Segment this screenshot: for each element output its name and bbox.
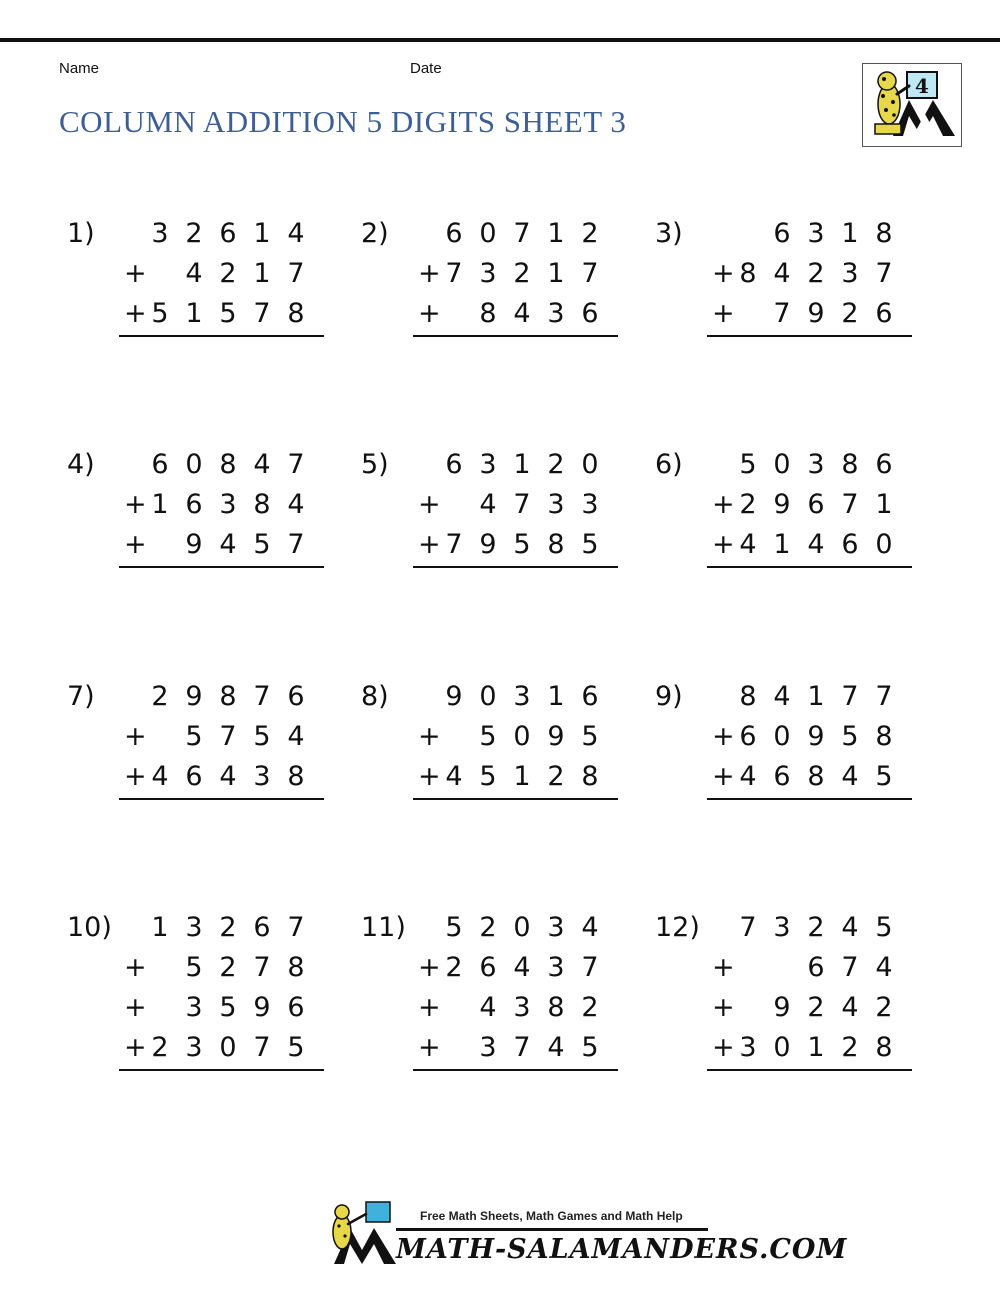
digit: 7 (841, 681, 859, 712)
problem-9 (655, 677, 945, 877)
digit: 0 (773, 721, 791, 752)
problem-number: 8) (361, 681, 389, 712)
digit: 3 (547, 912, 565, 943)
digit: 0 (219, 1032, 237, 1063)
digit: 8 (287, 761, 305, 792)
problem-7 (67, 677, 357, 877)
digit: 5 (581, 1032, 599, 1063)
addend-row (361, 1028, 621, 1068)
digit: 4 (581, 912, 599, 943)
digit: 1 (151, 912, 169, 943)
addend-row (655, 254, 915, 294)
answer-line (119, 1069, 324, 1071)
digit: 3 (185, 1032, 203, 1063)
digit: 6 (739, 721, 757, 752)
digit: 2 (219, 952, 237, 983)
digit: 4 (807, 529, 825, 560)
digit: 3 (547, 952, 565, 983)
problem-number: 9) (655, 681, 683, 712)
digit: 8 (219, 681, 237, 712)
digit: 1 (151, 489, 169, 520)
digit: 2 (807, 258, 825, 289)
grade-badge: 4 (915, 74, 929, 98)
digit: 4 (287, 489, 305, 520)
digit: 5 (513, 529, 531, 560)
addend-row (361, 254, 621, 294)
digit: 1 (253, 218, 271, 249)
addend-row (67, 757, 327, 797)
digit: 6 (185, 761, 203, 792)
addend-row (361, 988, 621, 1028)
digit: 5 (185, 952, 203, 983)
digit: 2 (581, 218, 599, 249)
digit: 6 (287, 681, 305, 712)
digit: 9 (185, 681, 203, 712)
plus-sign: + (418, 529, 441, 560)
digit: 8 (219, 449, 237, 480)
digit: 8 (581, 761, 599, 792)
plus-sign: + (124, 1032, 147, 1063)
problem-8 (361, 677, 651, 877)
digit: 1 (513, 449, 531, 480)
addend-row (655, 757, 915, 797)
plus-sign: + (712, 298, 735, 329)
digit: 4 (219, 529, 237, 560)
digit: 4 (773, 258, 791, 289)
digit: 0 (479, 218, 497, 249)
digit: 8 (807, 761, 825, 792)
plus-sign: + (712, 1032, 735, 1063)
addend-row (655, 214, 915, 254)
digit: 4 (547, 1032, 565, 1063)
digit: 7 (445, 529, 463, 560)
problem-number: 2) (361, 218, 389, 249)
digit: 6 (807, 952, 825, 983)
digit: 2 (185, 218, 203, 249)
digit: 8 (479, 298, 497, 329)
top-rule (0, 38, 1000, 42)
digit: 3 (479, 1032, 497, 1063)
addend-row (655, 1028, 915, 1068)
answer-line (707, 798, 912, 800)
plus-sign: + (712, 721, 735, 752)
digit: 9 (773, 992, 791, 1023)
footer-salamander-logo (326, 1198, 400, 1268)
digit: 8 (547, 992, 565, 1023)
answer-line (413, 335, 618, 337)
digit: 2 (581, 992, 599, 1023)
problem-number: 5) (361, 449, 389, 480)
digit: 6 (185, 489, 203, 520)
digit: 3 (547, 489, 565, 520)
digit: 6 (581, 298, 599, 329)
digit: 7 (513, 218, 531, 249)
answer-line (707, 335, 912, 337)
digit: 3 (773, 912, 791, 943)
digit: 4 (841, 992, 859, 1023)
footer-rule (396, 1228, 708, 1231)
plus-sign: + (124, 258, 147, 289)
addend-row (67, 254, 327, 294)
problem-number: 12) (655, 912, 700, 943)
plus-sign: + (124, 761, 147, 792)
problem-number: 1) (67, 218, 95, 249)
digit: 1 (547, 218, 565, 249)
plus-sign: + (418, 761, 441, 792)
answer-line (119, 335, 324, 337)
digit: 6 (445, 449, 463, 480)
plus-sign: + (124, 952, 147, 983)
problem-1 (67, 214, 357, 414)
digit: 1 (547, 681, 565, 712)
digit: 2 (151, 1032, 169, 1063)
plus-sign: + (712, 529, 735, 560)
digit: 7 (219, 721, 237, 752)
digit: 5 (581, 529, 599, 560)
digit: 4 (513, 952, 531, 983)
digit: 8 (875, 1032, 893, 1063)
digit: 7 (287, 449, 305, 480)
problem-4 (67, 445, 357, 645)
digit: 4 (841, 761, 859, 792)
answer-line (413, 798, 618, 800)
digit: 3 (513, 992, 531, 1023)
addend-row (655, 717, 915, 757)
digit: 4 (151, 761, 169, 792)
plus-sign: + (124, 992, 147, 1023)
digit: 2 (219, 912, 237, 943)
digit: 1 (807, 681, 825, 712)
digit: 2 (547, 761, 565, 792)
digit: 5 (287, 1032, 305, 1063)
digit: 9 (445, 681, 463, 712)
problem-number: 10) (67, 912, 112, 943)
digit: 6 (841, 529, 859, 560)
digit: 3 (513, 681, 531, 712)
digit: 0 (185, 449, 203, 480)
digit: 6 (773, 761, 791, 792)
addend-row (361, 757, 621, 797)
digit: 2 (807, 912, 825, 943)
digit: 4 (841, 912, 859, 943)
plus-sign: + (418, 258, 441, 289)
digit: 3 (151, 218, 169, 249)
digit: 7 (513, 489, 531, 520)
digit: 9 (185, 529, 203, 560)
problem-number: 6) (655, 449, 683, 480)
digit: 4 (287, 218, 305, 249)
addend-row (655, 988, 915, 1028)
digit: 2 (513, 258, 531, 289)
digit: 7 (253, 298, 271, 329)
digit: 2 (739, 489, 757, 520)
digit: 0 (513, 721, 531, 752)
problem-number: 4) (67, 449, 95, 480)
plus-sign: + (712, 992, 735, 1023)
digit: 1 (513, 761, 531, 792)
addend-row (67, 988, 327, 1028)
digit: 6 (253, 912, 271, 943)
addend-row (67, 214, 327, 254)
addend-row (361, 717, 621, 757)
problem-2 (361, 214, 651, 414)
digit: 7 (841, 952, 859, 983)
addend-row (361, 294, 621, 334)
digit: 8 (841, 449, 859, 480)
problem-6 (655, 445, 945, 645)
digit: 5 (219, 992, 237, 1023)
digit: 1 (185, 298, 203, 329)
digit: 1 (841, 218, 859, 249)
plus-sign: + (418, 489, 441, 520)
salamander-logo (862, 63, 962, 147)
digit: 5 (253, 529, 271, 560)
digit: 0 (581, 449, 599, 480)
addend-row (655, 908, 915, 948)
digit: 2 (841, 298, 859, 329)
addend-row (655, 948, 915, 988)
digit: 6 (875, 449, 893, 480)
plus-sign: + (712, 952, 735, 983)
addend-row (361, 525, 621, 565)
digit: 5 (219, 298, 237, 329)
digit: 1 (547, 258, 565, 289)
name-label: Name (59, 60, 100, 77)
digit: 5 (581, 721, 599, 752)
footer-salamander-icon (326, 1198, 400, 1268)
digit: 4 (773, 681, 791, 712)
answer-line (707, 566, 912, 568)
digit: 7 (581, 258, 599, 289)
digit: 2 (479, 912, 497, 943)
addend-row (67, 717, 327, 757)
digit: 9 (547, 721, 565, 752)
addend-row (67, 908, 327, 948)
addend-row (361, 908, 621, 948)
problem-number: 11) (361, 912, 406, 943)
addend-row (67, 1028, 327, 1068)
digit: 5 (841, 721, 859, 752)
digit: 6 (581, 681, 599, 712)
addend-row (655, 677, 915, 717)
digit: 6 (445, 218, 463, 249)
digit: 5 (739, 449, 757, 480)
digit: 2 (219, 258, 237, 289)
plus-sign: + (418, 721, 441, 752)
problem-10 (67, 908, 357, 1108)
addend-row (67, 485, 327, 525)
digit: 2 (445, 952, 463, 983)
addend-row (67, 677, 327, 717)
plus-sign: + (418, 992, 441, 1023)
date-label: Date (410, 60, 442, 77)
digit: 3 (547, 298, 565, 329)
digit: 6 (479, 952, 497, 983)
digit: 7 (513, 1032, 531, 1063)
digit: 2 (841, 1032, 859, 1063)
plus-sign: + (418, 952, 441, 983)
digit: 9 (807, 298, 825, 329)
digit: 4 (287, 721, 305, 752)
plus-sign: + (712, 258, 735, 289)
digit: 2 (875, 992, 893, 1023)
problem-3 (655, 214, 945, 414)
digit: 7 (875, 258, 893, 289)
digit: 1 (773, 529, 791, 560)
digit: 1 (253, 258, 271, 289)
digit: 5 (445, 912, 463, 943)
digit: 1 (807, 1032, 825, 1063)
digit: 9 (773, 489, 791, 520)
digit: 3 (581, 489, 599, 520)
digit: 6 (807, 489, 825, 520)
page-title: COLUMN ADDITION 5 DIGITS SHEET 3 (59, 104, 627, 139)
digit: 7 (287, 529, 305, 560)
digit: 8 (739, 681, 757, 712)
digit: 5 (875, 761, 893, 792)
plus-sign: + (124, 489, 147, 520)
footer-tagline: Free Math Sheets, Math Games and Math Help (420, 1209, 683, 1223)
addend-row (361, 214, 621, 254)
digit: 5 (185, 721, 203, 752)
addend-row (67, 525, 327, 565)
digit: 6 (151, 449, 169, 480)
addend-row (655, 445, 915, 485)
digit: 8 (547, 529, 565, 560)
addend-row (361, 485, 621, 525)
digit: 3 (479, 258, 497, 289)
digit: 9 (479, 529, 497, 560)
digit: 3 (479, 449, 497, 480)
plus-sign: + (124, 298, 147, 329)
answer-line (119, 566, 324, 568)
addend-row (655, 485, 915, 525)
digit: 4 (479, 992, 497, 1023)
plus-sign: + (418, 1032, 441, 1063)
digit: 4 (513, 298, 531, 329)
addend-row (361, 445, 621, 485)
digit: 5 (479, 761, 497, 792)
digit: 4 (185, 258, 203, 289)
addend-row (655, 294, 915, 334)
digit: 8 (739, 258, 757, 289)
digit: 4 (739, 529, 757, 560)
answer-line (707, 1069, 912, 1071)
digit: 0 (773, 449, 791, 480)
problem-12 (655, 908, 945, 1108)
digit: 2 (151, 681, 169, 712)
digit: 7 (875, 681, 893, 712)
answer-line (119, 798, 324, 800)
addend-row (361, 677, 621, 717)
digit: 9 (253, 992, 271, 1023)
digit: 7 (287, 912, 305, 943)
answer-line (413, 566, 618, 568)
digit: 9 (807, 721, 825, 752)
digit: 3 (253, 761, 271, 792)
addend-row (67, 445, 327, 485)
digit: 4 (253, 449, 271, 480)
digit: 0 (479, 681, 497, 712)
digit: 3 (807, 449, 825, 480)
digit: 7 (773, 298, 791, 329)
digit: 3 (185, 912, 203, 943)
plus-sign: + (418, 298, 441, 329)
digit: 8 (287, 952, 305, 983)
addend-row (361, 948, 621, 988)
digit: 8 (875, 721, 893, 752)
digit: 8 (875, 218, 893, 249)
problem-11 (361, 908, 651, 1108)
problem-number: 7) (67, 681, 95, 712)
digit: 4 (739, 761, 757, 792)
digit: 2 (547, 449, 565, 480)
plus-sign: + (124, 529, 147, 560)
problem-5 (361, 445, 651, 645)
digit: 3 (185, 992, 203, 1023)
salamander-logo-icon (863, 64, 961, 146)
digit: 5 (875, 912, 893, 943)
digit: 4 (219, 761, 237, 792)
digit: 7 (253, 1032, 271, 1063)
digit: 3 (219, 489, 237, 520)
digit: 7 (739, 912, 757, 943)
digit: 4 (445, 761, 463, 792)
digit: 7 (253, 952, 271, 983)
digit: 7 (581, 952, 599, 983)
digit: 1 (875, 489, 893, 520)
digit: 5 (253, 721, 271, 752)
digit: 5 (479, 721, 497, 752)
digit: 3 (841, 258, 859, 289)
problem-number: 3) (655, 218, 683, 249)
digit: 8 (253, 489, 271, 520)
digit: 4 (479, 489, 497, 520)
plus-sign: + (712, 489, 735, 520)
addend-row (655, 525, 915, 565)
digit: 7 (253, 681, 271, 712)
digit: 0 (773, 1032, 791, 1063)
digit: 2 (807, 992, 825, 1023)
digit: 6 (219, 218, 237, 249)
plus-sign: + (712, 761, 735, 792)
plus-sign: + (124, 721, 147, 752)
addend-row (67, 294, 327, 334)
digit: 0 (875, 529, 893, 560)
digit: 3 (739, 1032, 757, 1063)
digit: 6 (773, 218, 791, 249)
digit: 6 (287, 992, 305, 1023)
digit: 4 (875, 952, 893, 983)
digit: 3 (807, 218, 825, 249)
answer-line (413, 1069, 618, 1071)
digit: 7 (841, 489, 859, 520)
digit: 5 (151, 298, 169, 329)
footer-site-link[interactable]: MATH-SALAMANDERS.COM (396, 1234, 848, 1265)
digit: 6 (875, 298, 893, 329)
digit: 0 (513, 912, 531, 943)
digit: 7 (287, 258, 305, 289)
addend-row (67, 948, 327, 988)
digit: 7 (445, 258, 463, 289)
digit: 8 (287, 298, 305, 329)
